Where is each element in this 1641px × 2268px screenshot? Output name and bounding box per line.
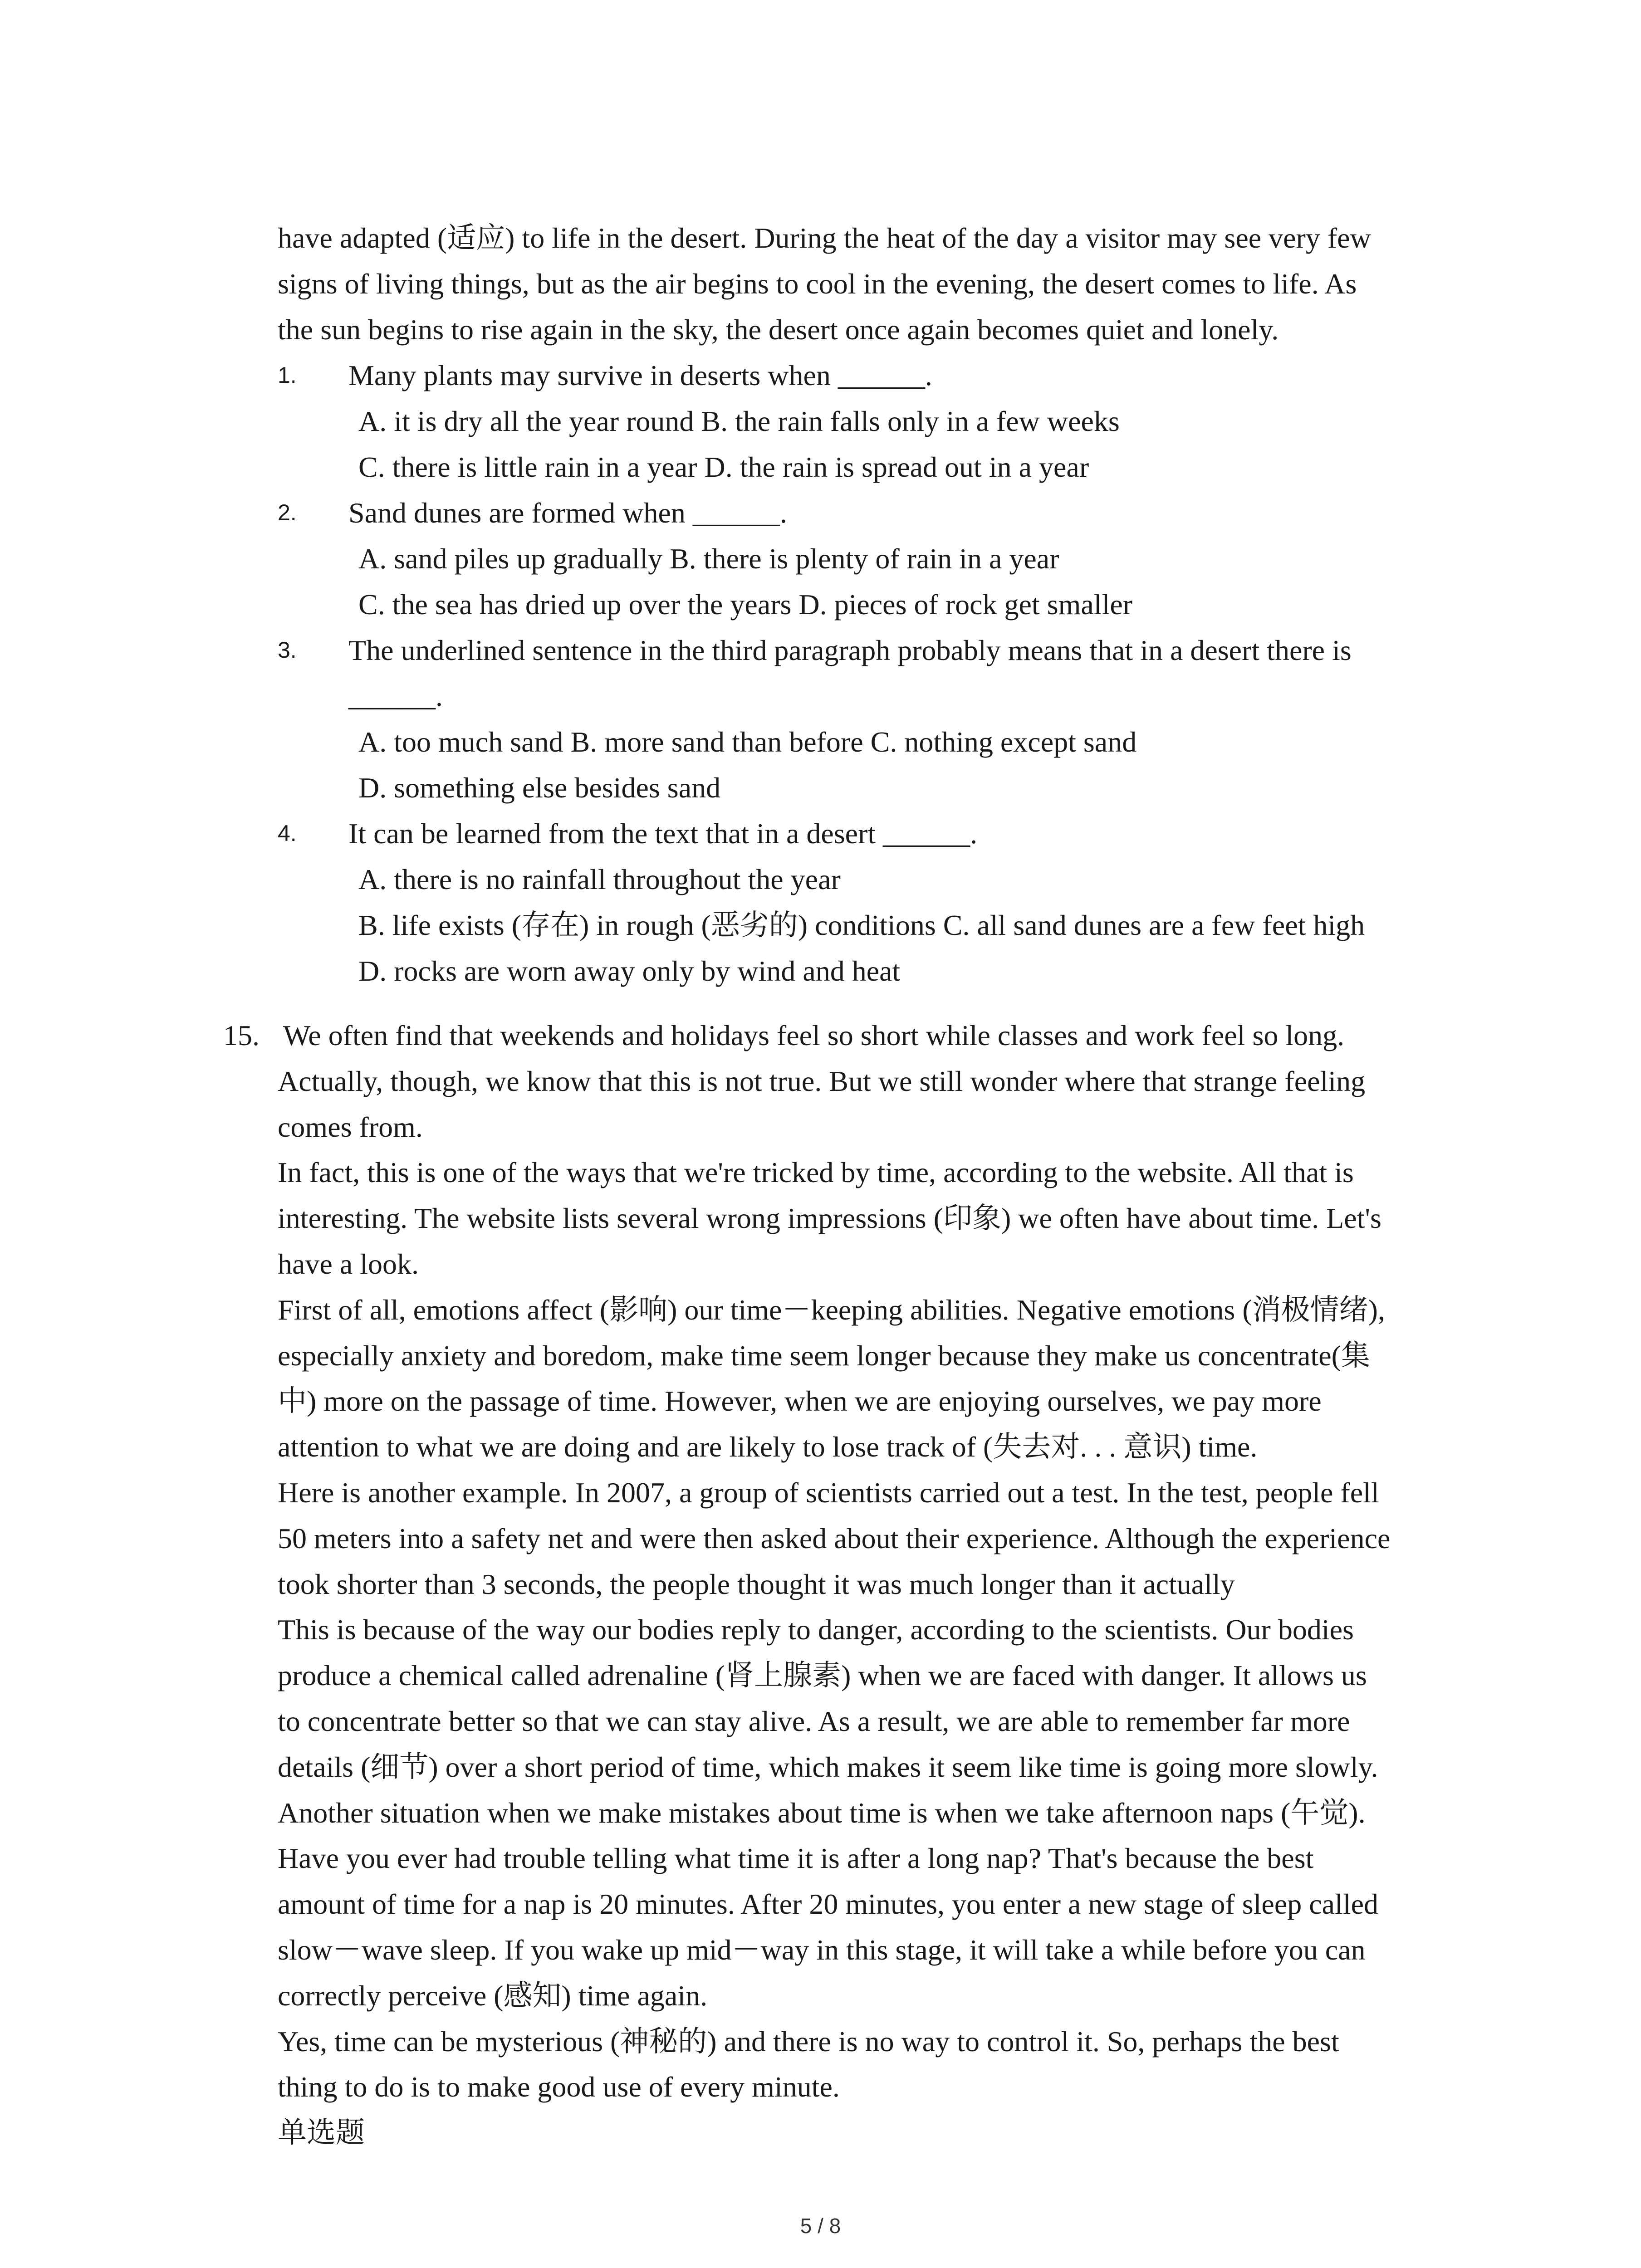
- answer-options: A. it is dry all the year round B. the rain falls only in a few weeks: [358, 405, 1120, 437]
- text-line: First of all, emotions affect (影响) our time－keeping abilities. Negative emotions (消极情绪),: [278, 1294, 1385, 1326]
- text-line: Another situation when we make mistakes about time is when we take afternoon naps (午觉).: [278, 1797, 1366, 1829]
- question-number: 2.: [278, 500, 297, 525]
- answer-options: A. sand piles up gradually B. there is plenty of rain in a year: [358, 543, 1059, 575]
- answer-options: C. there is little rain in a year D. the rain is spread out in a year: [358, 451, 1089, 483]
- text-line: Yes, time can be mysterious (神秘的) and there is no way to control it. So, perhaps the best: [278, 2025, 1339, 2058]
- text-line: Have you ever had trouble telling what time it is after a long nap? That's because the best: [278, 1842, 1314, 1874]
- text-line: We often find that weekends and holidays feel so short while classes and work feel so long.: [283, 1019, 1345, 1051]
- text-line: amount of time for a nap is 20 minutes. After 20 minutes, you enter a new stage of sleep called: [278, 1888, 1378, 1920]
- question-number: 15.: [223, 1019, 260, 1051]
- question-text: Many plants may survive in deserts when ______.: [348, 359, 932, 391]
- page-number: 5 / 8: [800, 2214, 841, 2238]
- text-line: produce a chemical called adrenaline (肾上腺素) when we are faced with danger. It allows us: [278, 1659, 1367, 1691]
- text-line: attention to what we are doing and are likely to lose track of (失去对. . . 意识) time.: [278, 1431, 1258, 1463]
- question-text: Sand dunes are formed when ______.: [348, 497, 787, 529]
- answer-options: A. too much sand B. more sand than before C. nothing except sand: [358, 726, 1137, 758]
- text-line: 中) more on the passage of time. However, when we are enjoying ourselves, we pay more: [278, 1385, 1322, 1417]
- text-line: thing to do is to make good use of every minute.: [278, 2071, 840, 2103]
- question-text-continuation: ______.: [348, 680, 443, 712]
- answer-options: A. there is no rainfall throughout the year: [358, 863, 841, 895]
- text-line: took shorter than 3 seconds, the people thought it was much longer than it actually: [278, 1568, 1235, 1600]
- text-line: have adapted (适应) to life in the desert. During the heat of the day a visitor may see very few: [278, 222, 1371, 254]
- text-line: the sun begins to rise again in the sky, the desert once again becomes quiet and lonely.: [278, 313, 1279, 346]
- question-number: 3.: [278, 637, 297, 663]
- text-line: signs of living things, but as the air begins to cool in the evening, the desert comes to life. As: [278, 268, 1357, 300]
- text-line: comes from.: [278, 1111, 423, 1143]
- question-text: The underlined sentence in the third paragraph probably means that in a desert there is: [348, 634, 1352, 666]
- question-text: It can be learned from the text that in a desert ______.: [348, 817, 978, 850]
- answer-options: B. life exists (存在) in rough (恶劣的) conditions C. all sand dunes are a few feet high: [358, 909, 1365, 941]
- text-line: 单选题: [278, 2116, 365, 2149]
- text-line: This is because of the way our bodies reply to danger, according to the scientists. Our bodies: [278, 1613, 1354, 1646]
- text-line: Actually, though, we know that this is not true. But we still wonder where that strange feeling: [278, 1065, 1366, 1097]
- text-line: slow－wave sleep. If you wake up mid－way in this stage, it will take a while before you can: [278, 1934, 1366, 1966]
- answer-options: D. rocks are worn away only by wind and heat: [358, 955, 901, 987]
- text-line: have a look.: [278, 1248, 419, 1280]
- text-line: details (细节) over a short period of time, which makes it seem like time is going more slowly.: [278, 1751, 1378, 1783]
- text-line: Here is another example. In 2007, a group of scientists carried out a test. In the test, people fell: [278, 1476, 1379, 1509]
- text-line: especially anxiety and boredom, make time seem longer because they make us concentrate(集: [278, 1339, 1370, 1372]
- text-line: 50 meters into a safety net and were then asked about their experience. Although the experience: [278, 1522, 1391, 1554]
- question-number: 1.: [278, 362, 297, 388]
- question-number: 4.: [278, 821, 297, 846]
- text-line: correctly perceive (感知) time again.: [278, 1980, 708, 2012]
- answer-options: C. the sea has dried up over the years D. pieces of rock get smaller: [358, 588, 1133, 621]
- text-line: In fact, this is one of the ways that we're tricked by time, according to the website. All that is: [278, 1156, 1354, 1188]
- text-line: interesting. The website lists several wrong impressions (印象) we often have about time. Let's: [278, 1202, 1381, 1234]
- answer-options: D. something else besides sand: [358, 772, 721, 804]
- text-line: to concentrate better so that we can stay alive. As a result, we are able to remember far more: [278, 1705, 1350, 1737]
